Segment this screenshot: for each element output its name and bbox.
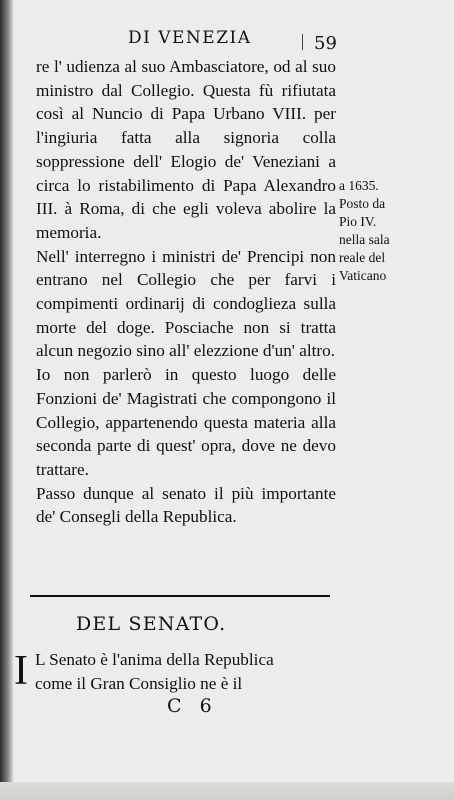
signature-mark: C 6: [167, 695, 218, 717]
section-divider-rule: [30, 595, 330, 597]
page-spine-shadow: [0, 0, 14, 800]
paragraph-2: Nell' interregno i ministri de' Prencipi non entrano nel Collegio che per farvi i compimenti ordinarij di condoglieza sulla morte del doge. Posciache non si tratta alcun negozio sino all' elezzione d'un' altro.: [36, 246, 336, 361]
section-body: [14, 648, 332, 695]
drop-cap: I: [14, 648, 28, 694]
running-head: DI VENEZIA: [128, 28, 252, 48]
margin-note-line: Vaticano: [339, 268, 387, 283]
section-title: DEL SENATO.: [76, 613, 227, 635]
page-bottom-edge: [0, 782, 454, 800]
margin-note-line: nella sala: [339, 232, 390, 247]
paragraph-1: re l' udienza al suo Ambasciatore, od al suo ministro dal Collegio. Questa fù rifiutata così al Nuncio di Papa Urbano VIII. per l'ingiuria fatta alla signoria colla soppressione dell' Elogio de' Veneziani a circa lo ristabilimento di Papa Alexandro III. à Roma, di che egli voleva abolire la memoria.: [36, 57, 336, 242]
body-text: [36, 55, 336, 529]
paragraph-4: Passo dunque al senato il più importante de' Consegli della Republica.: [36, 483, 336, 527]
margin-note-line: Pio IV.: [339, 214, 377, 229]
section-line: L Senato è l'anima della Republica: [35, 650, 274, 669]
header-divider-mark: [302, 34, 303, 50]
margin-note-line: reale del: [339, 250, 386, 265]
section-line: come il Gran Consiglio ne è il: [35, 673, 243, 693]
margin-note: [339, 177, 451, 285]
page-number: 59: [314, 33, 337, 54]
margin-note-line: a 1635.: [339, 178, 379, 193]
margin-note-line: Posto da: [339, 196, 386, 211]
paragraph-3: Io non parlerò in questo luogo delle Fonzioni de' Magistrati che compongono il Collegio, appartenendo questa materia alla seconda parte di quest' opra, dove ne devo trattare.: [36, 365, 336, 479]
